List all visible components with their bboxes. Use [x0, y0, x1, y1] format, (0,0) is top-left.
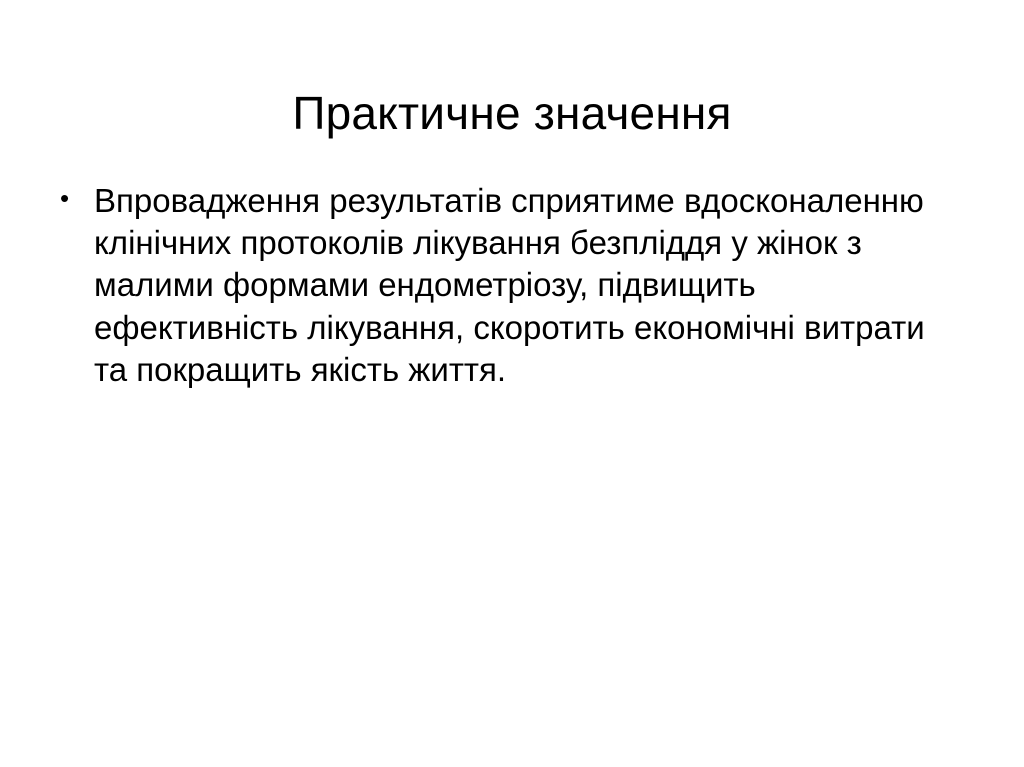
bullet-icon: •: [60, 183, 70, 213]
list-item-text: Впровадження результатів сприятиме вдосконаленню клінічних протоколів лікування безпліддя у жінок з малими формами ендометріозу, підвищить ефективність лікування, скоротить економічні витрати та покращить якість життя.: [94, 182, 925, 388]
slide-body: [52, 180, 962, 391]
list-item: [52, 180, 962, 391]
page-title: Практичне значення: [292, 86, 732, 139]
